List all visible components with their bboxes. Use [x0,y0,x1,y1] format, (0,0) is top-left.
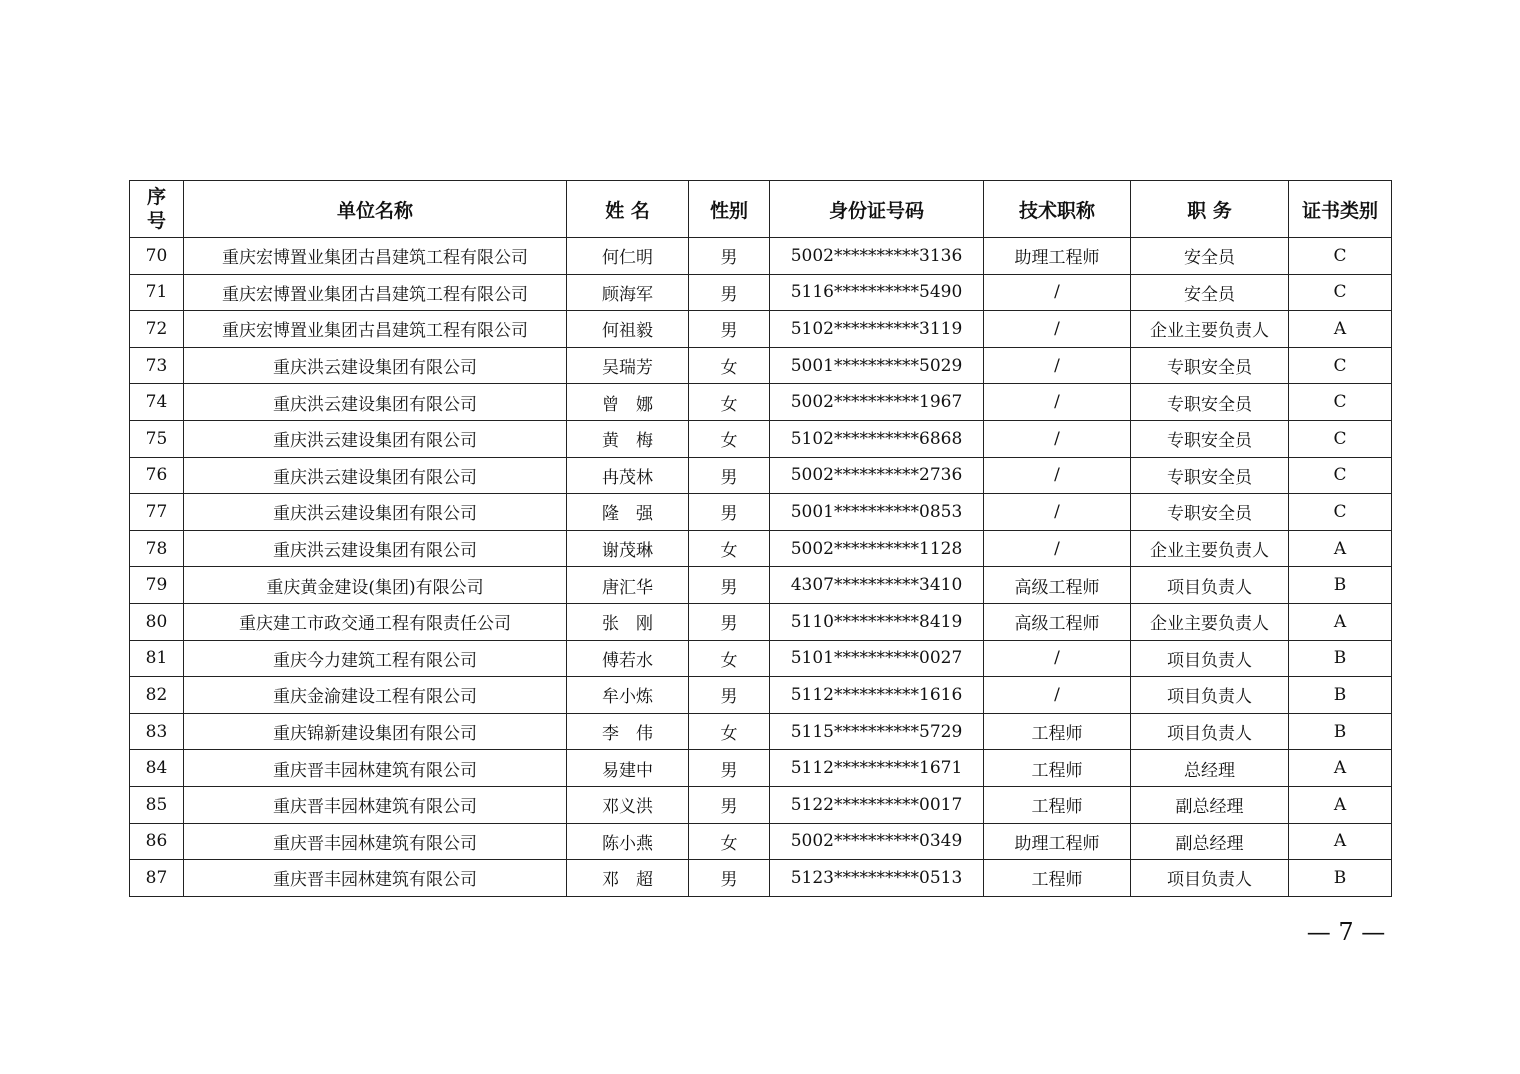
cell-position: 企业主要负责人 [1131,603,1289,640]
cell-id-number: 5101**********0027 [770,640,984,677]
cell-company: 重庆宏博置业集团古昌建筑工程有限公司 [184,238,567,275]
table-row [130,713,1392,750]
table-body [130,238,1392,897]
cell-name: 邓义洪 [567,786,689,823]
cell-position: 专职安全员 [1131,494,1289,531]
table-row [130,823,1392,860]
cell-certificate-type: C [1289,420,1392,457]
cell-name: 谢茂琳 [567,530,689,567]
cell-id-number: 5102**********6868 [770,420,984,457]
cell-certificate-type: B [1289,640,1392,677]
cell-seq: 87 [130,860,184,897]
cell-seq: 83 [130,713,184,750]
table-row [130,420,1392,457]
cell-name: 冉茂林 [567,457,689,494]
cell-position: 副总经理 [1131,786,1289,823]
cell-certificate-type: A [1289,311,1392,348]
table-row [130,640,1392,677]
header-technical-title: 技术职称 [984,181,1131,238]
cell-seq: 81 [130,640,184,677]
header-row [130,181,1392,238]
cell-certificate-type: B [1289,860,1392,897]
cell-certificate-type: B [1289,713,1392,750]
cell-company: 重庆洪云建设集团有限公司 [184,384,567,421]
personnel-table [129,180,1392,897]
cell-company: 重庆晋丰园林建筑有限公司 [184,750,567,787]
cell-position: 项目负责人 [1131,567,1289,604]
cell-technical-title: 工程师 [984,786,1131,823]
cell-gender: 女 [689,420,770,457]
table-row [130,457,1392,494]
cell-company: 重庆洪云建设集团有限公司 [184,530,567,567]
cell-position: 项目负责人 [1131,677,1289,714]
cell-seq: 74 [130,384,184,421]
cell-technical-title: / [984,347,1131,384]
header-company: 单位名称 [184,181,567,238]
cell-seq: 84 [130,750,184,787]
cell-gender: 女 [689,823,770,860]
cell-id-number: 5002**********1967 [770,384,984,421]
cell-name: 曾 娜 [567,384,689,421]
cell-id-number: 5002**********0349 [770,823,984,860]
cell-technical-title: / [984,530,1131,567]
cell-technical-title: 高级工程师 [984,603,1131,640]
cell-certificate-type: C [1289,238,1392,275]
table-header [130,181,1392,238]
cell-technical-title: 工程师 [984,713,1131,750]
table-row [130,530,1392,567]
cell-gender: 女 [689,384,770,421]
cell-certificate-type: B [1289,677,1392,714]
cell-gender: 男 [689,786,770,823]
table-row [130,347,1392,384]
header-id-number: 身份证号码 [770,181,984,238]
cell-technical-title: / [984,420,1131,457]
cell-position: 项目负责人 [1131,860,1289,897]
cell-company: 重庆晋丰园林建筑有限公司 [184,823,567,860]
cell-id-number: 5001**********5029 [770,347,984,384]
header-seq-top: 序 [146,186,166,208]
cell-gender: 男 [689,311,770,348]
cell-name: 隆 强 [567,494,689,531]
cell-gender: 女 [689,640,770,677]
cell-company: 重庆锦新建设集团有限公司 [184,713,567,750]
cell-certificate-type: C [1289,384,1392,421]
cell-seq: 79 [130,567,184,604]
cell-id-number: 5102**********3119 [770,311,984,348]
cell-technical-title: / [984,640,1131,677]
cell-gender: 男 [689,494,770,531]
cell-id-number: 5001**********0853 [770,494,984,531]
cell-seq: 77 [130,494,184,531]
cell-gender: 男 [689,750,770,787]
table-row [130,603,1392,640]
cell-name: 唐汇华 [567,567,689,604]
cell-name: 黄 梅 [567,420,689,457]
cell-technical-title: 工程师 [984,750,1131,787]
cell-id-number: 5122**********0017 [770,786,984,823]
cell-position: 副总经理 [1131,823,1289,860]
cell-gender: 男 [689,860,770,897]
cell-name: 张 刚 [567,603,689,640]
cell-name: 陈小燕 [567,823,689,860]
table-row [130,567,1392,604]
cell-id-number: 5002**********3136 [770,238,984,275]
cell-seq: 82 [130,677,184,714]
cell-position: 项目负责人 [1131,640,1289,677]
cell-seq: 86 [130,823,184,860]
cell-certificate-type: A [1289,530,1392,567]
cell-seq: 80 [130,603,184,640]
cell-technical-title: 高级工程师 [984,567,1131,604]
table-row [130,786,1392,823]
cell-company: 重庆黄金建设(集团)有限公司 [184,567,567,604]
cell-company: 重庆金渝建设工程有限公司 [184,677,567,714]
cell-id-number: 5110**********8419 [770,603,984,640]
cell-certificate-type: A [1289,750,1392,787]
table-row [130,860,1392,897]
cell-name: 傅若水 [567,640,689,677]
cell-name: 顾海军 [567,274,689,311]
cell-seq: 76 [130,457,184,494]
cell-company: 重庆洪云建设集团有限公司 [184,457,567,494]
page-number: — 7 — [1306,918,1386,946]
cell-position: 专职安全员 [1131,457,1289,494]
cell-technical-title: / [984,311,1131,348]
cell-gender: 男 [689,238,770,275]
table-row [130,677,1392,714]
cell-gender: 女 [689,530,770,567]
cell-certificate-type: A [1289,786,1392,823]
cell-name: 李 伟 [567,713,689,750]
cell-certificate-type: C [1289,347,1392,384]
header-gender: 性别 [689,181,770,238]
cell-gender: 男 [689,603,770,640]
cell-id-number: 5002**********1128 [770,530,984,567]
cell-id-number: 5123**********0513 [770,860,984,897]
table-row [130,750,1392,787]
cell-name: 易建中 [567,750,689,787]
cell-company: 重庆晋丰园林建筑有限公司 [184,860,567,897]
header-seq [130,181,184,238]
cell-seq: 71 [130,274,184,311]
cell-certificate-type: B [1289,567,1392,604]
cell-technical-title: 助理工程师 [984,823,1131,860]
cell-gender: 女 [689,713,770,750]
cell-id-number: 5002**********2736 [770,457,984,494]
cell-position: 专职安全员 [1131,420,1289,457]
cell-id-number: 5112**********1671 [770,750,984,787]
header-name: 姓 名 [567,181,689,238]
cell-position: 企业主要负责人 [1131,311,1289,348]
cell-company: 重庆宏博置业集团古昌建筑工程有限公司 [184,311,567,348]
cell-seq: 85 [130,786,184,823]
cell-technical-title: 工程师 [984,860,1131,897]
cell-certificate-type: C [1289,457,1392,494]
cell-gender: 男 [689,567,770,604]
cell-gender: 女 [689,347,770,384]
cell-technical-title: / [984,457,1131,494]
cell-company: 重庆今力建筑工程有限公司 [184,640,567,677]
header-certificate-type: 证书类别 [1289,181,1392,238]
table-row [130,384,1392,421]
cell-company: 重庆建工市政交通工程有限责任公司 [184,603,567,640]
cell-name: 吴瑞芳 [567,347,689,384]
cell-seq: 70 [130,238,184,275]
header-position: 职 务 [1131,181,1289,238]
cell-certificate-type: A [1289,603,1392,640]
cell-id-number: 5112**********1616 [770,677,984,714]
cell-seq: 75 [130,420,184,457]
cell-position: 项目负责人 [1131,713,1289,750]
cell-gender: 男 [689,677,770,714]
cell-certificate-type: C [1289,494,1392,531]
cell-seq: 73 [130,347,184,384]
cell-id-number: 4307**********3410 [770,567,984,604]
cell-technical-title: 助理工程师 [984,238,1131,275]
cell-technical-title: / [984,274,1131,311]
cell-position: 专职安全员 [1131,384,1289,421]
cell-company: 重庆洪云建设集团有限公司 [184,494,567,531]
cell-company: 重庆宏博置业集团古昌建筑工程有限公司 [184,274,567,311]
cell-company: 重庆洪云建设集团有限公司 [184,347,567,384]
table-row [130,494,1392,531]
table-row [130,274,1392,311]
cell-gender: 男 [689,457,770,494]
cell-id-number: 5116**********5490 [770,274,984,311]
table-row [130,238,1392,275]
cell-position: 企业主要负责人 [1131,530,1289,567]
cell-certificate-type: A [1289,823,1392,860]
cell-position: 总经理 [1131,750,1289,787]
cell-certificate-type: C [1289,274,1392,311]
cell-name: 邓 超 [567,860,689,897]
header-seq-bottom: 号 [146,210,166,232]
cell-position: 专职安全员 [1131,347,1289,384]
cell-seq: 78 [130,530,184,567]
cell-gender: 男 [689,274,770,311]
cell-technical-title: / [984,384,1131,421]
cell-id-number: 5115**********5729 [770,713,984,750]
cell-position: 安全员 [1131,238,1289,275]
cell-name: 何祖毅 [567,311,689,348]
table-row [130,311,1392,348]
cell-technical-title: / [984,677,1131,714]
cell-name: 牟小炼 [567,677,689,714]
cell-company: 重庆洪云建设集团有限公司 [184,420,567,457]
cell-name: 何仁明 [567,238,689,275]
cell-position: 安全员 [1131,274,1289,311]
cell-technical-title: / [984,494,1131,531]
cell-company: 重庆晋丰园林建筑有限公司 [184,786,567,823]
cell-seq: 72 [130,311,184,348]
